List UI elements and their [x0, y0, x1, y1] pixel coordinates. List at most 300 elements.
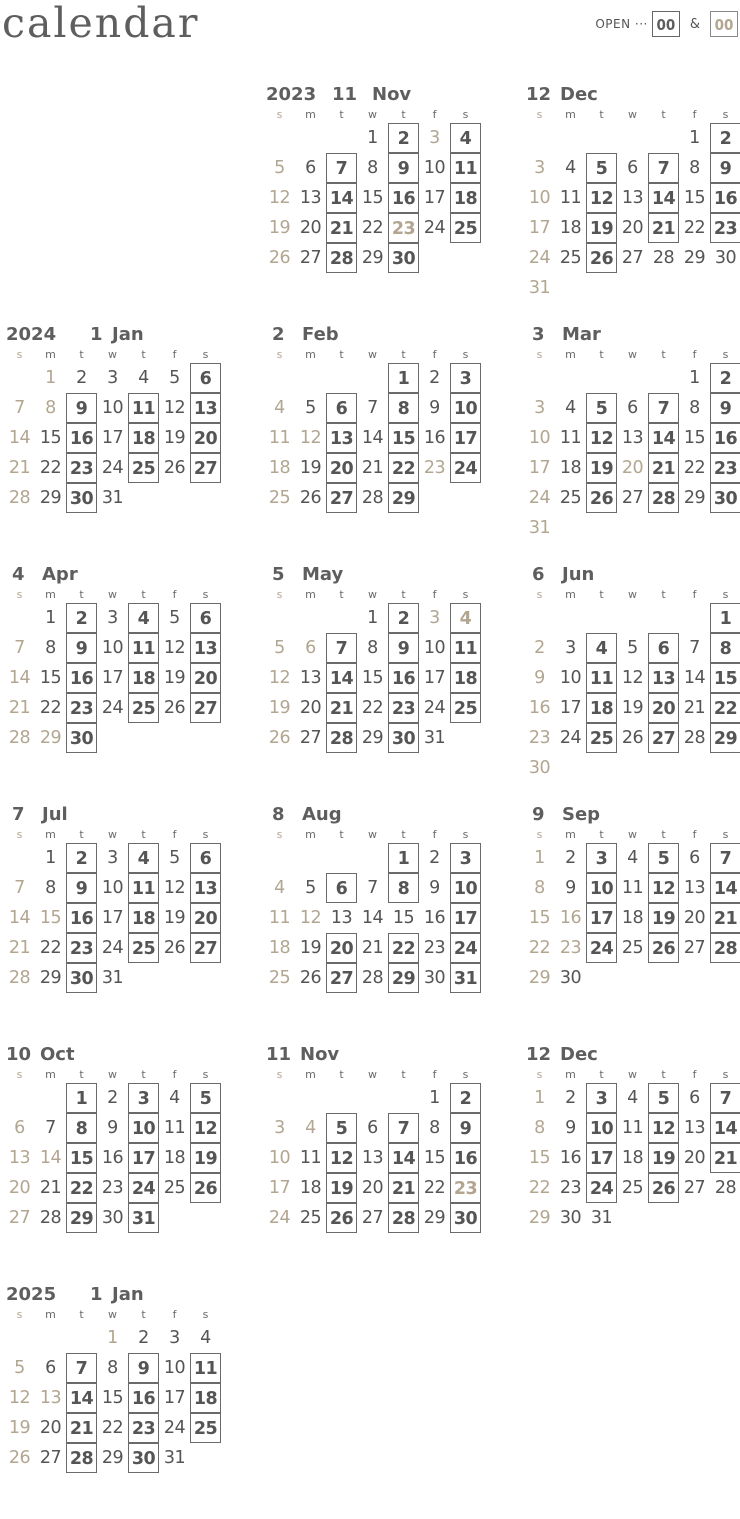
- weekday-label: f: [172, 828, 177, 841]
- open-day: 12: [190, 1113, 221, 1143]
- weekday-label: t: [599, 1068, 604, 1081]
- day: 31: [163, 1448, 186, 1468]
- open-day: 10: [586, 873, 617, 903]
- open-day: 8: [66, 1113, 97, 1143]
- open-day: 20: [190, 423, 221, 453]
- holiday-day: 29: [39, 728, 62, 748]
- open-day: 25: [128, 453, 159, 483]
- day: 30: [559, 968, 582, 988]
- weekday-label: m: [45, 588, 56, 601]
- weekday-label: w: [108, 348, 117, 361]
- open-day: 30: [388, 243, 419, 273]
- day: 18: [621, 1148, 644, 1168]
- open-day: 11: [128, 393, 159, 423]
- day: 17: [101, 428, 124, 448]
- open-day: 31: [128, 1203, 159, 1233]
- day: 11: [163, 1118, 186, 1138]
- day: 4: [565, 398, 576, 418]
- open-day: 6: [648, 633, 679, 663]
- day: 11: [268, 908, 291, 928]
- open-day: 8: [710, 633, 740, 663]
- day: 20: [621, 218, 644, 238]
- open-day: 24: [128, 1173, 159, 1203]
- day: 16: [101, 1148, 124, 1168]
- month-name: Feb: [302, 324, 339, 345]
- weekday-label: w: [368, 108, 377, 121]
- open-day: 11: [450, 153, 481, 183]
- holiday-day: 12: [299, 908, 322, 928]
- day: 26: [8, 1448, 31, 1468]
- month-number: 4: [12, 564, 25, 585]
- day: 24: [101, 938, 124, 958]
- month-mar: [524, 324, 740, 554]
- day: 28: [683, 728, 706, 748]
- month-nov-2023: [264, 84, 482, 314]
- open-day: 5: [586, 393, 617, 423]
- day: 15: [683, 428, 706, 448]
- year-label: 2024: [6, 324, 57, 345]
- weekday-label: s: [202, 348, 209, 361]
- holiday-day: 13: [39, 1388, 62, 1408]
- weekday-label: m: [305, 828, 316, 841]
- day: 21: [361, 458, 384, 478]
- day: 17: [101, 668, 124, 688]
- open-day: 19: [586, 213, 617, 243]
- open-day: 7: [66, 1353, 97, 1383]
- open-day: 23: [66, 933, 97, 963]
- open-day: 16: [66, 423, 97, 453]
- open-day: 9: [128, 1353, 159, 1383]
- open-day: 27: [326, 483, 357, 513]
- day: 24: [528, 248, 551, 268]
- month-nov: [264, 1044, 482, 1274]
- day: 12: [268, 188, 291, 208]
- weekday-label: s: [16, 348, 23, 361]
- day: 1: [429, 1088, 440, 1108]
- weekday-label: t: [141, 348, 146, 361]
- day: 14: [683, 668, 706, 688]
- open-day: 24: [586, 933, 617, 963]
- days-grid: [524, 603, 740, 793]
- weekday-row: [524, 588, 740, 602]
- legend-holiday-box: 00: [710, 11, 738, 37]
- day: 15: [361, 188, 384, 208]
- open-day: 30: [450, 1203, 481, 1233]
- day: 22: [39, 698, 62, 718]
- day: 5: [305, 878, 316, 898]
- open-day: 25: [190, 1413, 221, 1443]
- weekday-label: t: [79, 348, 84, 361]
- day: 29: [361, 728, 384, 748]
- open-day: 21: [326, 693, 357, 723]
- day: 5: [169, 608, 180, 628]
- day: 30: [423, 968, 446, 988]
- day: 26: [268, 728, 291, 748]
- open-day: 27: [648, 723, 679, 753]
- open-day: 24: [450, 453, 481, 483]
- open-day: 22: [388, 453, 419, 483]
- open-day: 9: [66, 633, 97, 663]
- open-day: 9: [388, 633, 419, 663]
- open-day: 15: [388, 423, 419, 453]
- day: 1: [689, 368, 700, 388]
- day: 9: [534, 668, 545, 688]
- legend-ampersand: &: [689, 16, 700, 32]
- day: 27: [621, 488, 644, 508]
- open-day: 9: [388, 153, 419, 183]
- month-name: Apr: [42, 564, 78, 585]
- weekday-label: s: [202, 588, 209, 601]
- weekday-label: w: [628, 108, 637, 121]
- day: 2: [565, 1088, 576, 1108]
- weekday-label: f: [432, 108, 437, 121]
- day: 10: [423, 158, 446, 178]
- weekday-label: f: [692, 1068, 697, 1081]
- weekday-label: t: [661, 828, 666, 841]
- day: 9: [429, 878, 440, 898]
- weekday-label: w: [628, 828, 637, 841]
- open-day: 29: [710, 723, 740, 753]
- weekday-label: f: [172, 348, 177, 361]
- month-header: [4, 804, 222, 830]
- day: 11: [268, 428, 291, 448]
- open-day: 7: [326, 153, 357, 183]
- month-name: Dec: [560, 84, 598, 105]
- month-name: Jan: [112, 1284, 144, 1305]
- days-grid: [4, 1083, 222, 1273]
- day: 25: [268, 488, 291, 508]
- open-day: 14: [66, 1383, 97, 1413]
- month-header: [264, 1044, 482, 1070]
- open-day: 2: [710, 363, 740, 393]
- weekday-label: s: [276, 348, 283, 361]
- weekday-label: w: [628, 348, 637, 361]
- weekday-label: t: [141, 828, 146, 841]
- weekday-label: m: [45, 1308, 56, 1321]
- open-day: 15: [710, 663, 740, 693]
- day: 19: [268, 698, 291, 718]
- weekday-label: t: [599, 828, 604, 841]
- day: 10: [528, 188, 551, 208]
- open-day: 16: [710, 183, 740, 213]
- open-day: 22: [66, 1173, 97, 1203]
- open-day: 21: [648, 213, 679, 243]
- open-day: 20: [326, 453, 357, 483]
- month-header: [524, 804, 740, 830]
- weekday-row: [4, 348, 222, 362]
- month-name: Jun: [562, 564, 595, 585]
- month-header: [264, 84, 482, 110]
- open-day: 3: [128, 1083, 159, 1113]
- day: 19: [163, 668, 186, 688]
- day: 22: [423, 1178, 446, 1198]
- day: 2: [534, 638, 545, 658]
- day: 28: [8, 968, 31, 988]
- month-number: 9: [532, 804, 545, 825]
- day: 5: [627, 638, 638, 658]
- day: 22: [683, 218, 706, 238]
- open-day: 19: [326, 1173, 357, 1203]
- day: 27: [8, 1208, 31, 1228]
- weekday-label: w: [108, 1068, 117, 1081]
- weekday-label: m: [565, 828, 576, 841]
- day: 13: [8, 1148, 31, 1168]
- open-day: 25: [450, 213, 481, 243]
- open-day: 2: [710, 123, 740, 153]
- day: 7: [14, 398, 25, 418]
- day: 22: [101, 1418, 124, 1438]
- open-day: 5: [648, 1083, 679, 1113]
- day: 17: [101, 908, 124, 928]
- day: 29: [528, 1208, 551, 1228]
- days-grid: [4, 1323, 222, 1513]
- holiday-day: 4: [305, 1118, 316, 1138]
- month-number: 6: [532, 564, 545, 585]
- open-day: 18: [450, 183, 481, 213]
- day: 15: [423, 1148, 446, 1168]
- open-day: 28: [326, 243, 357, 273]
- month-name: Sep: [562, 804, 601, 825]
- day: 5: [305, 398, 316, 418]
- open-day: 29: [388, 483, 419, 513]
- day: 12: [8, 1388, 31, 1408]
- open-day: 7: [710, 1083, 740, 1113]
- holiday-day: 3: [429, 608, 440, 628]
- day: 25: [299, 1208, 322, 1228]
- day: 11: [559, 428, 582, 448]
- open-day: 4: [128, 843, 159, 873]
- month-sep: [524, 804, 740, 1034]
- day: 29: [101, 1448, 124, 1468]
- open-day: 5: [190, 1083, 221, 1113]
- weekday-row: [264, 1068, 482, 1082]
- open-day: 28: [388, 1203, 419, 1233]
- day: 30: [528, 758, 551, 778]
- weekday-label: w: [368, 1068, 377, 1081]
- month-number: 12: [526, 84, 552, 105]
- day: 7: [689, 638, 700, 658]
- weekday-label: t: [79, 1068, 84, 1081]
- weekday-label: m: [45, 1068, 56, 1081]
- day: 8: [689, 158, 700, 178]
- weekday-row: [264, 108, 482, 122]
- weekday-label: s: [202, 1068, 209, 1081]
- open-day: 7: [710, 843, 740, 873]
- open-day: 24: [586, 1173, 617, 1203]
- month-jul: [4, 804, 222, 1034]
- weekday-label: s: [536, 1068, 543, 1081]
- day: 6: [367, 1118, 378, 1138]
- day: 12: [621, 668, 644, 688]
- open-day: 19: [648, 903, 679, 933]
- open-day: 10: [450, 873, 481, 903]
- day: 21: [8, 938, 31, 958]
- open-day: 3: [586, 1083, 617, 1113]
- month-dec: [524, 84, 740, 314]
- day: 12: [163, 638, 186, 658]
- weekday-row: [4, 1308, 222, 1322]
- weekday-label: t: [401, 1068, 406, 1081]
- open-day: 5: [326, 1113, 357, 1143]
- weekday-label: f: [432, 588, 437, 601]
- open-day: 19: [190, 1143, 221, 1173]
- weekday-label: t: [661, 108, 666, 121]
- weekday-label: t: [661, 348, 666, 361]
- day: 28: [652, 248, 675, 268]
- weekday-label: t: [339, 348, 344, 361]
- open-day: 11: [128, 873, 159, 903]
- weekday-label: s: [276, 588, 283, 601]
- day: 4: [627, 848, 638, 868]
- day: 28: [39, 1208, 62, 1228]
- day: 24: [528, 488, 551, 508]
- holiday-day: 1: [107, 1328, 118, 1348]
- day: 24: [101, 458, 124, 478]
- open-day: 18: [128, 423, 159, 453]
- open-day: 27: [190, 453, 221, 483]
- days-grid: [4, 603, 222, 793]
- day: 24: [268, 1208, 291, 1228]
- open-day: 13: [190, 393, 221, 423]
- open-day: 7: [648, 393, 679, 423]
- day: 28: [8, 728, 31, 748]
- day: 16: [423, 428, 446, 448]
- open-day: 12: [586, 423, 617, 453]
- legend-open-box: 00: [652, 11, 680, 37]
- month-header: [264, 804, 482, 830]
- year-label: 2025: [6, 1284, 57, 1305]
- weekday-label: f: [432, 1068, 437, 1081]
- day: 8: [534, 878, 545, 898]
- day: 13: [621, 188, 644, 208]
- weekday-label: w: [368, 588, 377, 601]
- day: 28: [8, 488, 31, 508]
- day: 8: [45, 878, 56, 898]
- open-day: 26: [586, 483, 617, 513]
- day: 30: [101, 1208, 124, 1228]
- open-day: 26: [648, 1173, 679, 1203]
- open-day: 20: [648, 693, 679, 723]
- day: 8: [429, 1118, 440, 1138]
- open-day: 17: [586, 1143, 617, 1173]
- open-day: 5: [648, 843, 679, 873]
- weekday-label: m: [45, 828, 56, 841]
- weekday-label: f: [432, 348, 437, 361]
- day: 1: [45, 848, 56, 868]
- day: 22: [39, 938, 62, 958]
- open-day: 4: [450, 603, 481, 633]
- day: 26: [268, 248, 291, 268]
- open-day: 30: [388, 723, 419, 753]
- month-feb: [264, 324, 482, 554]
- open-day: 2: [66, 603, 97, 633]
- month-name: Dec: [560, 1044, 598, 1065]
- day: 11: [559, 188, 582, 208]
- month-may: [264, 564, 482, 794]
- day: 2: [107, 1088, 118, 1108]
- day: 9: [107, 1118, 118, 1138]
- day: 16: [559, 1148, 582, 1168]
- weekday-row: [524, 108, 740, 122]
- day: 22: [361, 218, 384, 238]
- open-day: 14: [326, 663, 357, 693]
- day: 2: [76, 368, 87, 388]
- month-header: [4, 1044, 222, 1070]
- open-day: 29: [388, 963, 419, 993]
- weekday-label: t: [339, 828, 344, 841]
- day: 11: [621, 878, 644, 898]
- open-day: 11: [586, 663, 617, 693]
- day: 20: [299, 698, 322, 718]
- day: 29: [528, 968, 551, 988]
- day: 17: [423, 188, 446, 208]
- open-day: 2: [388, 603, 419, 633]
- weekday-label: m: [45, 348, 56, 361]
- weekday-label: s: [462, 108, 469, 121]
- day: 8: [534, 1118, 545, 1138]
- open-day: 19: [648, 1143, 679, 1173]
- open-day: 13: [190, 633, 221, 663]
- days-grid: [264, 843, 482, 1033]
- day: 22: [361, 698, 384, 718]
- weekday-label: m: [565, 1068, 576, 1081]
- open-day: 14: [648, 183, 679, 213]
- days-grid: [524, 363, 740, 553]
- open-day: 12: [648, 873, 679, 903]
- day: 20: [8, 1178, 31, 1198]
- day: 29: [39, 488, 62, 508]
- weekday-label: f: [692, 588, 697, 601]
- weekday-label: f: [692, 828, 697, 841]
- weekday-row: [524, 828, 740, 842]
- day: 19: [8, 1418, 31, 1438]
- open-day: 3: [586, 843, 617, 873]
- weekday-label: s: [16, 1308, 23, 1321]
- weekday-row: [4, 828, 222, 842]
- day: 24: [101, 698, 124, 718]
- day: 10: [528, 428, 551, 448]
- day: 14: [8, 908, 31, 928]
- open-day: 16: [66, 903, 97, 933]
- days-grid: [524, 123, 740, 313]
- open-day: 9: [710, 393, 740, 423]
- weekday-row: [4, 1068, 222, 1082]
- open-day: 23: [450, 1173, 481, 1203]
- open-day: 27: [190, 693, 221, 723]
- day: 17: [268, 1178, 291, 1198]
- day: 19: [299, 938, 322, 958]
- weekday-label: w: [108, 1308, 117, 1321]
- weekday-label: f: [172, 1308, 177, 1321]
- weekday-row: [264, 828, 482, 842]
- open-day: 4: [586, 633, 617, 663]
- open-day: 4: [450, 123, 481, 153]
- open-day: 16: [710, 423, 740, 453]
- day: 7: [45, 1118, 56, 1138]
- weekday-label: w: [368, 348, 377, 361]
- day: 24: [423, 218, 446, 238]
- day: 1: [689, 128, 700, 148]
- day: 6: [627, 158, 638, 178]
- weekday-label: t: [401, 828, 406, 841]
- month-jan-2025: [4, 1284, 222, 1514]
- month-name: Jan: [112, 324, 144, 345]
- month-jan-2024: [4, 324, 222, 554]
- day: 4: [274, 878, 285, 898]
- weekday-label: s: [16, 828, 23, 841]
- day: 21: [8, 698, 31, 718]
- month-header: [524, 1044, 740, 1070]
